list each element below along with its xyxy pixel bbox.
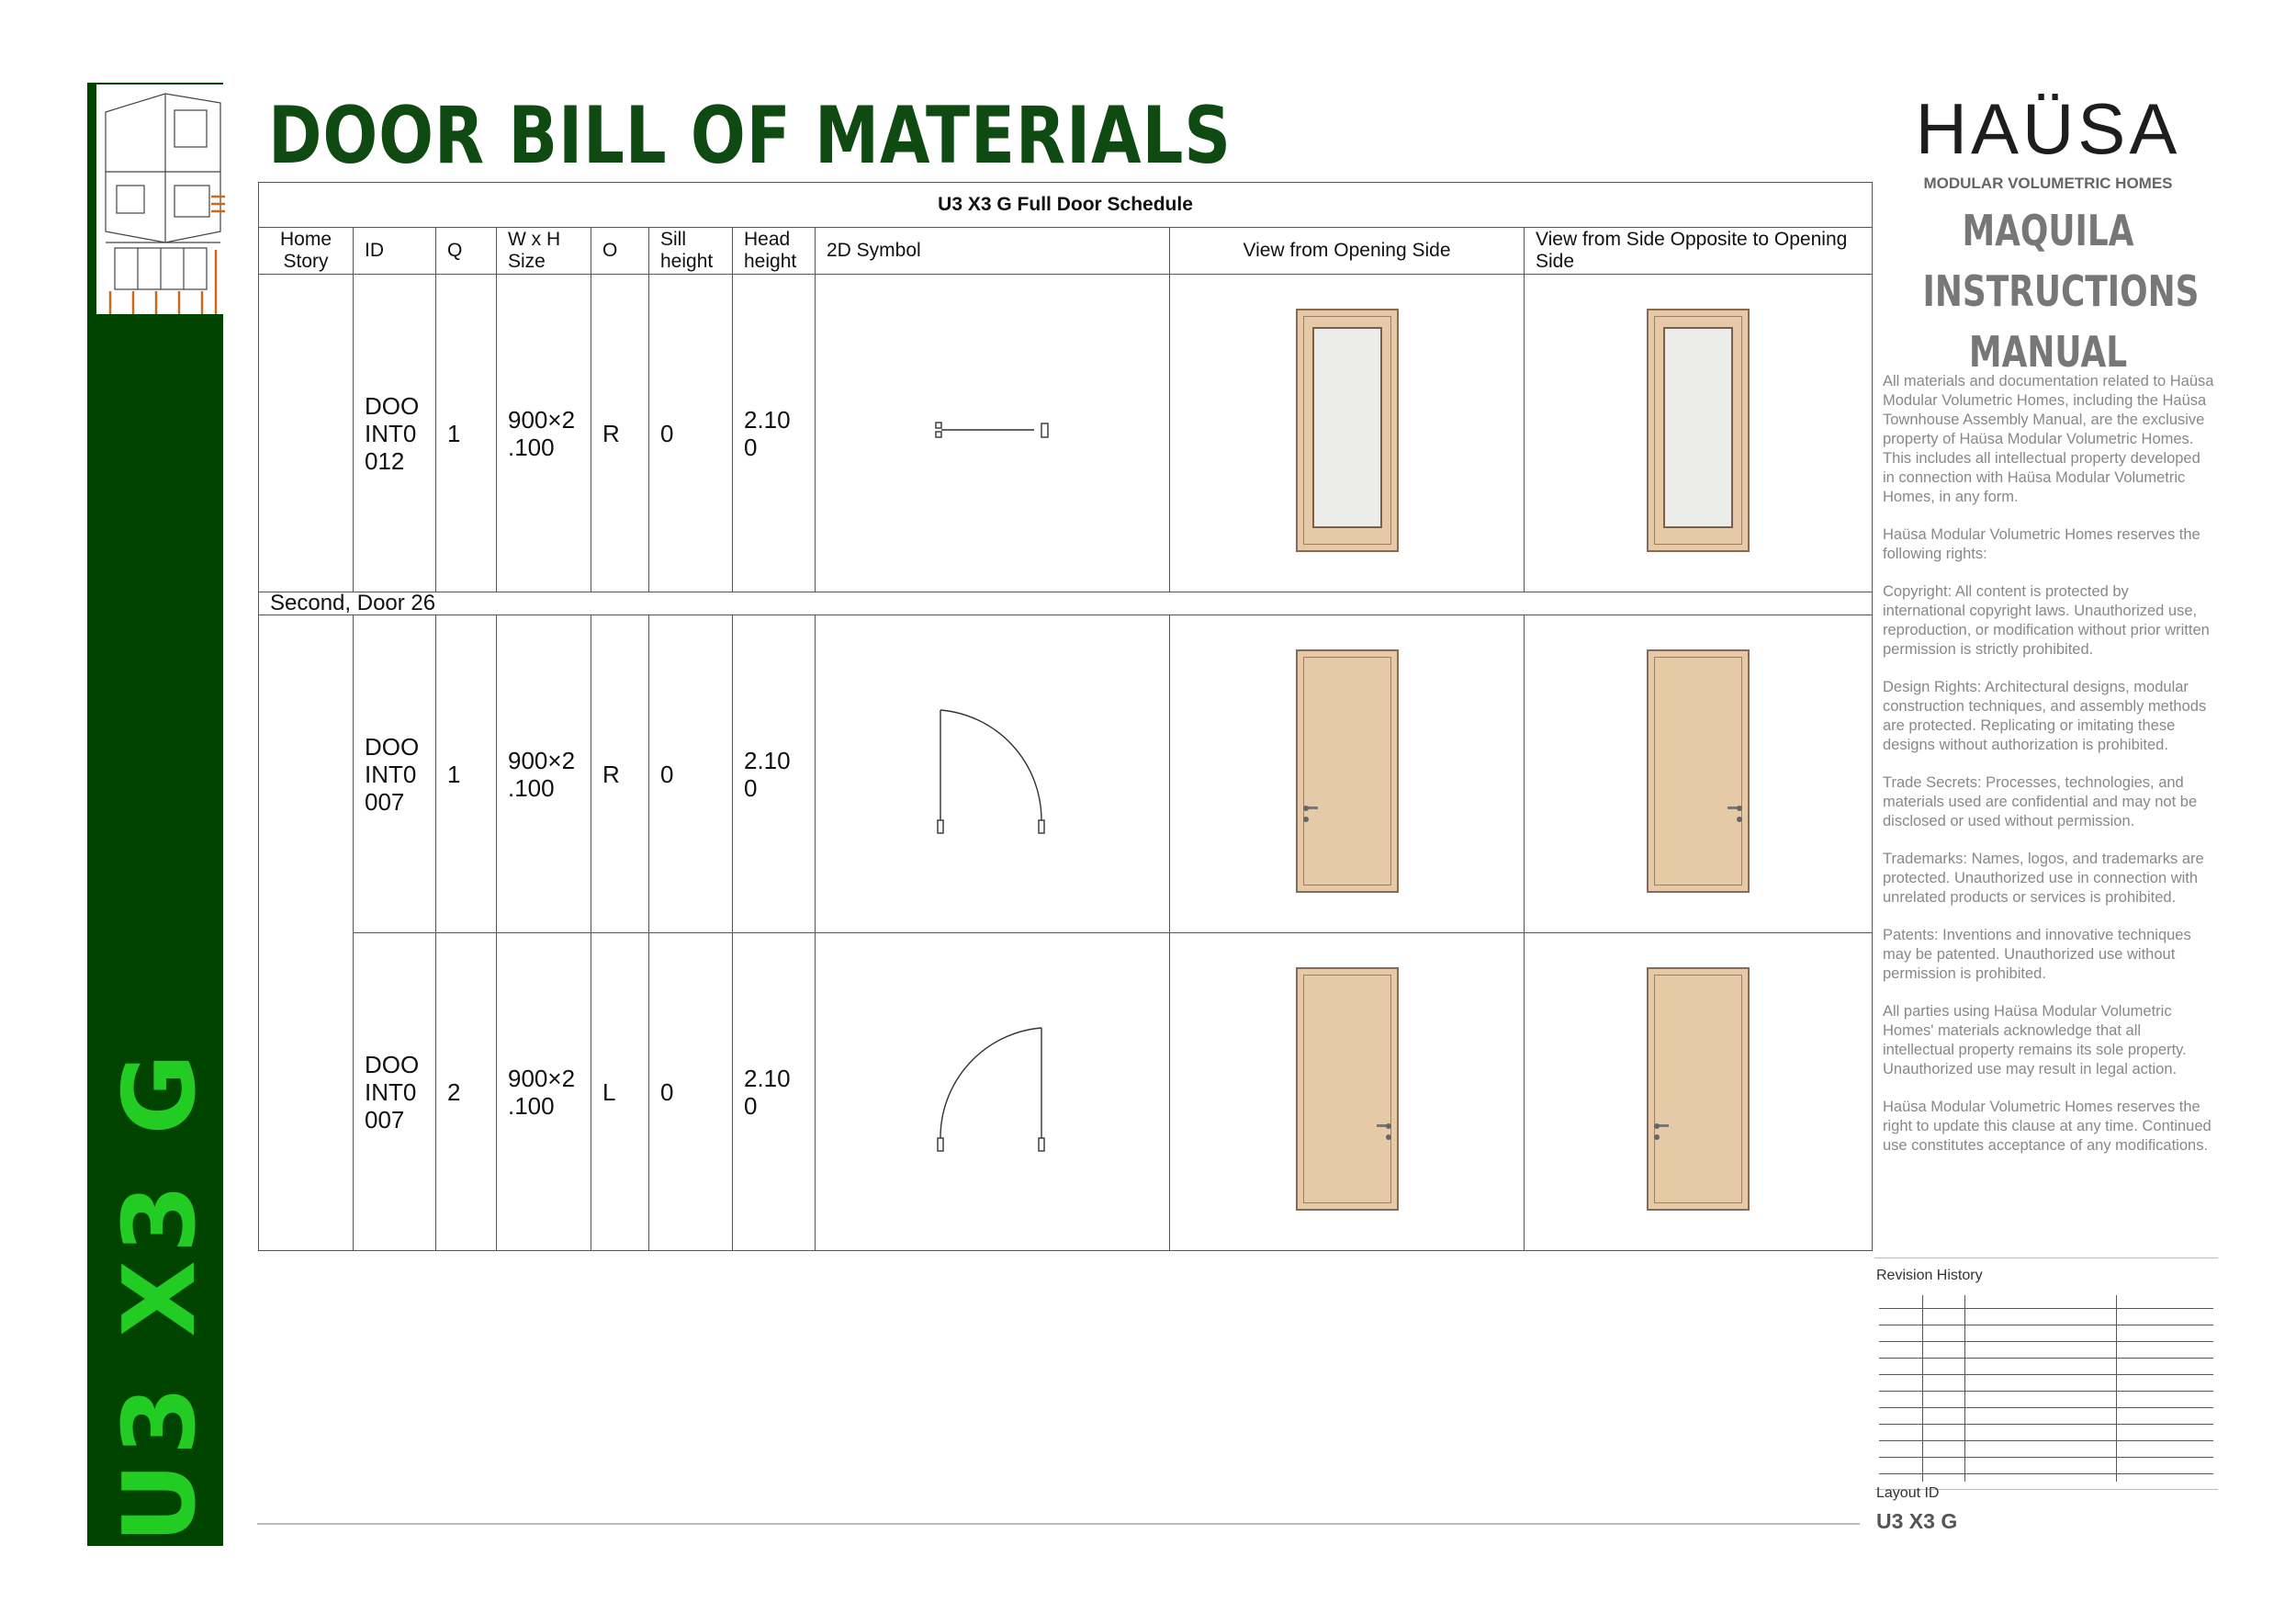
cell-o: R [591,615,649,933]
cell-q: 1 [436,615,497,933]
cell-head: 2.10 0 [733,275,816,592]
table-row [259,275,1873,592]
cell-sill: 0 [649,933,733,1251]
door-handle-icon [1303,806,1318,824]
legal-paragraph: All parties using Haüsa Modular Volumetric Homes' materials acknowledge that all intellectual property remains its sole property. Unauthorized use may result in legal action. [1883,1003,2187,1077]
cell-sill: 0 [649,275,733,592]
legal-paragraph: Haüsa Modular Volumetric Homes reserves the following rights: [1883,526,2200,562]
manual-title [1922,200,2200,382]
legal-notice [1883,372,2215,1174]
brand-subtitle: MODULAR VOLUMETRIC HOMES [1923,175,2173,192]
door-handle-icon [1654,1123,1669,1142]
table-row [259,933,1873,1251]
cell-id: DOO INT0 007 [354,615,436,933]
header-sill: Sill height [649,228,733,275]
door-view-opposite-side [1525,275,1873,592]
header-o: O [591,228,649,275]
layout-id-label: Layout ID [1876,1485,1940,1501]
cell-size: 900×2 .100 [497,275,591,592]
cell-q: 1 [436,275,497,592]
manual-line: MAQUILA [1962,206,2134,255]
legal-paragraph: Design Rights: Architectural designs, modular construction techniques, and assembly methods are protected. Replicating or imitating these designs without authorization is prohibited. [1883,679,2207,753]
legal-paragraph: Copyright: All content is protected by international copyright laws. Unauthorized use, reproduction, or modification without prior written permission is strictly prohibited. [1883,583,2210,658]
legal-paragraph: Patents: Inventions and innovative techniques may be patented. Unauthorized use without permission is prohibited. [1883,927,2191,982]
legal-paragraph: Haüsa Modular Volumetric Homes reserves the right to update this clause at any time. Continued use constitutes acceptance of any modifications. [1883,1099,2212,1154]
brand-name: HAÜSA [1915,88,2181,169]
cell-id: DOO INT0 007 [354,933,436,1251]
brand-logo [1906,88,2190,193]
sliding-door-symbol [816,275,1170,592]
header-id: ID [354,228,436,275]
legal-paragraph: Trade Secrets: Processes, technologies, and materials used are confidential and may not be disclosed or used without permission. [1883,774,2198,829]
layout-id-value: U3 X3 G [1876,1509,1958,1533]
header-home-story: Home Story [259,228,354,275]
revision-grid [1874,1295,2218,1482]
door-view-opening-side [1170,615,1525,933]
door-view-opposite-side [1525,615,1873,933]
header-q: Q [436,228,497,275]
group-label: Second, Door 26 [259,592,1873,615]
door-view-opening-side [1170,275,1525,592]
schedule-caption: U3 X3 G Full Door Schedule [259,183,1873,228]
divider [257,1523,1860,1525]
door-schedule [258,182,1872,1253]
cell-id: DOO INT0 012 [354,275,436,592]
cell-o: L [591,933,649,1251]
legal-paragraph: All materials and documentation related to Haüsa Modular Volumetric Homes, including the Haüsa Townhouse Assembly Manual, are the exclusive property of Haüsa Modular Volumetric Homes. This includes all intellectual property developed in connection with Haüsa Modular Volumetric Homes, in any form. [1883,373,2214,505]
manual-line: INSTRUCTIONS [1922,266,2200,316]
page-title: DOOR BILL OF MATERIALS [268,90,1232,182]
cell-size: 900×2 .100 [497,933,591,1251]
side-label: U3 X3 G [103,1045,218,1543]
header-view-opposite: View from Side Opposite to Opening Side [1525,228,1873,275]
header-view-open: View from Opening Side [1170,228,1525,275]
door-handle-icon [1728,806,1742,824]
revision-title: Revision History [1876,1268,1983,1283]
door-view-opening-side [1170,933,1525,1251]
cell-sill: 0 [649,615,733,933]
cell-story [259,615,354,1251]
swing-door-symbol [816,933,1170,1251]
manual-line: MANUAL [1968,327,2128,377]
cell-q: 2 [436,933,497,1251]
legal-paragraph: Trademarks: Names, logos, and trademarks are protected. Unauthorized use in connection with unrelated products or services is prohibited. [1883,851,2204,906]
cell-head: 2.10 0 [733,615,816,933]
group-row [259,592,1873,615]
door-handle-icon [1377,1123,1391,1142]
cell-story [259,275,354,592]
cell-o: R [591,275,649,592]
table-row [259,615,1873,933]
cell-size: 900×2 .100 [497,615,591,933]
swing-door-symbol [816,615,1170,933]
header-size: W x H Size [497,228,591,275]
revision-history [1874,1257,2218,1490]
header-symbol: 2D Symbol [816,228,1170,275]
cell-head: 2.10 0 [733,933,816,1251]
header-head: Head height [733,228,816,275]
door-view-opposite-side [1525,933,1873,1251]
